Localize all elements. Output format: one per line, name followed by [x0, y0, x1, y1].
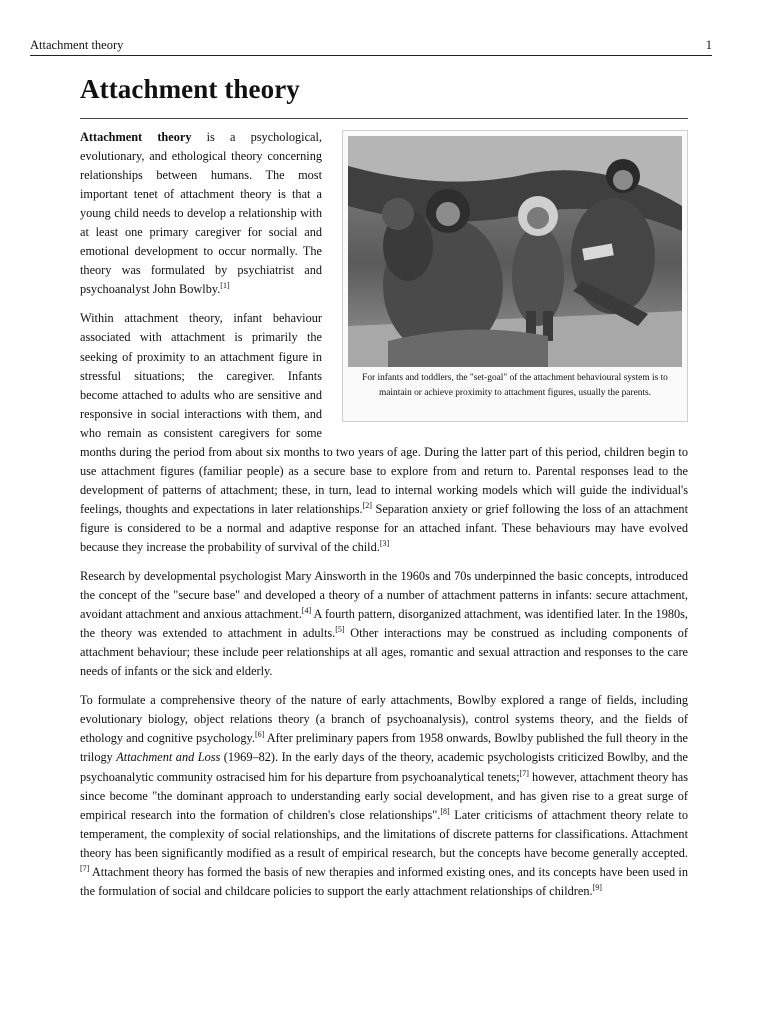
page-title: Attachment theory: [80, 74, 300, 104]
paragraph-text: Research by developmental psychologist Mary Ainsworth in the 1960s and 70s underpinned the basic concepts, introduced the concept of the "secure base" and developed a theory of a number of attachment patterns in infants: secure attachment, avoidant attachment and anxious attachment.: [80, 569, 688, 622]
running-title: Attachment theory: [30, 38, 124, 52]
citation-ref[interactable]: [7]: [80, 863, 90, 873]
paragraph-text: Within attachment theory, infant behaviour associated with attachment is primarily the seeking of proximity to an attachment figure in stressful situations; the caregiver. Infants become attached to adults who are sensitive and responsive in social interactions with them, and who remain as consistent caregivers for some months during the period from about six months to two years of age. During the latter part of this period, children begin to use attachment figures (familiar people) as a secure base to explore from and return to. Parental responses lead to the development of patterns of attachment; these, in turn, lead to internal working models which will guide the individual's feelings, thoughts and expectations in later relationships.: [80, 311, 688, 516]
paragraph-text: Separation anxiety or grief following the loss of an attachment figure is considered to be a normal and adaptive response for an attached infant. These behaviours may have evolved because they increase the probability of survival of the child.: [80, 501, 688, 554]
citation-ref[interactable]: [5]: [335, 625, 345, 635]
paragraph-text: After preliminary papers from 1958 onwards, Bowlby published the full theory in the trilogy: [80, 731, 689, 765]
paragraph-text: Later criticisms of attachment theory relate to temperament, the complexity of social relationships, and the limitations of discrete patterns for classifications. Attachment theory has been significantly modified as a result of empirical research, but the concepts have become generally accepted.: [80, 807, 688, 860]
citation-ref[interactable]: [4]: [301, 606, 312, 616]
book-title: Attachment and Loss: [116, 750, 221, 765]
citation-ref[interactable]: [8]: [440, 806, 450, 816]
citation-ref[interactable]: [3]: [379, 538, 390, 548]
citation-ref[interactable]: [9]: [592, 882, 602, 892]
figure-caption: For infants and toddlers, the "set-goal" of the attachment behavioural system is to maintain or achieve proximity to attachment figures, usually the parents.: [362, 373, 668, 398]
paragraph-text: (1969–82). In the early days of the theory, academic psychologists criticized Bowlby, and the psychoanalytic community ostracised him for his departure from psychoanalytical tenets;: [80, 750, 688, 784]
page-number: 1: [705, 38, 712, 52]
paragraph-history: [80, 691, 688, 901]
paragraph-text: A fourth pattern, disorganized attachment, was identified later. In the 1980s, the theory was extended to attachment in adults.: [80, 607, 689, 641]
title-rule: [80, 118, 688, 119]
photo-family-group-icon: [348, 136, 682, 367]
figure: [342, 130, 688, 422]
paragraph-research: [80, 567, 688, 681]
citation-ref[interactable]: [7]: [519, 768, 529, 778]
citation-ref[interactable]: [2]: [362, 500, 372, 510]
lead-term: Attachment theory: [80, 130, 192, 144]
header-rule: [30, 55, 712, 56]
paragraph-text: Other interactions may be construed as including components of attachment behaviour; these include peer relationships at all ages, romantic and sexual attraction and responses to the care needs of infants or the sick and elderly.: [80, 626, 688, 679]
paragraph-text: Attachment theory has formed the basis of new therapies and informed existing ones, and its concepts have been used in the formulation of social and childcare policies to support the early attachment relationships of children.: [80, 864, 688, 898]
citation-ref[interactable]: [1]: [220, 281, 230, 291]
paragraph-text: To formulate a comprehensive theory of the nature of early attachments, Bowlby explored a range of fields, including evolutionary biology, object relations theory (a branch of psychoanalysis), control systems theory, and the fields of ethology and cognitive psychology.: [80, 693, 688, 746]
paragraph-text: however, attachment theory has since become "the dominant approach to understanding early social development, and has given rise to a great surge of empirical research into the formation of children's close relationships".: [80, 769, 688, 822]
intro-text: is a psychological, evolutionary, and ethological theory concerning relationships between humans. The most important tenet of attachment theory is that a young child needs to develop a relationship with at least one primary caregiver for social and emotional development to occur normally. The theory was formulated by psychiatrist and psychoanalyst John Bowlby.: [80, 130, 322, 297]
article-body: [80, 128, 688, 911]
running-header: [30, 38, 712, 53]
citation-ref[interactable]: [6]: [254, 730, 265, 740]
